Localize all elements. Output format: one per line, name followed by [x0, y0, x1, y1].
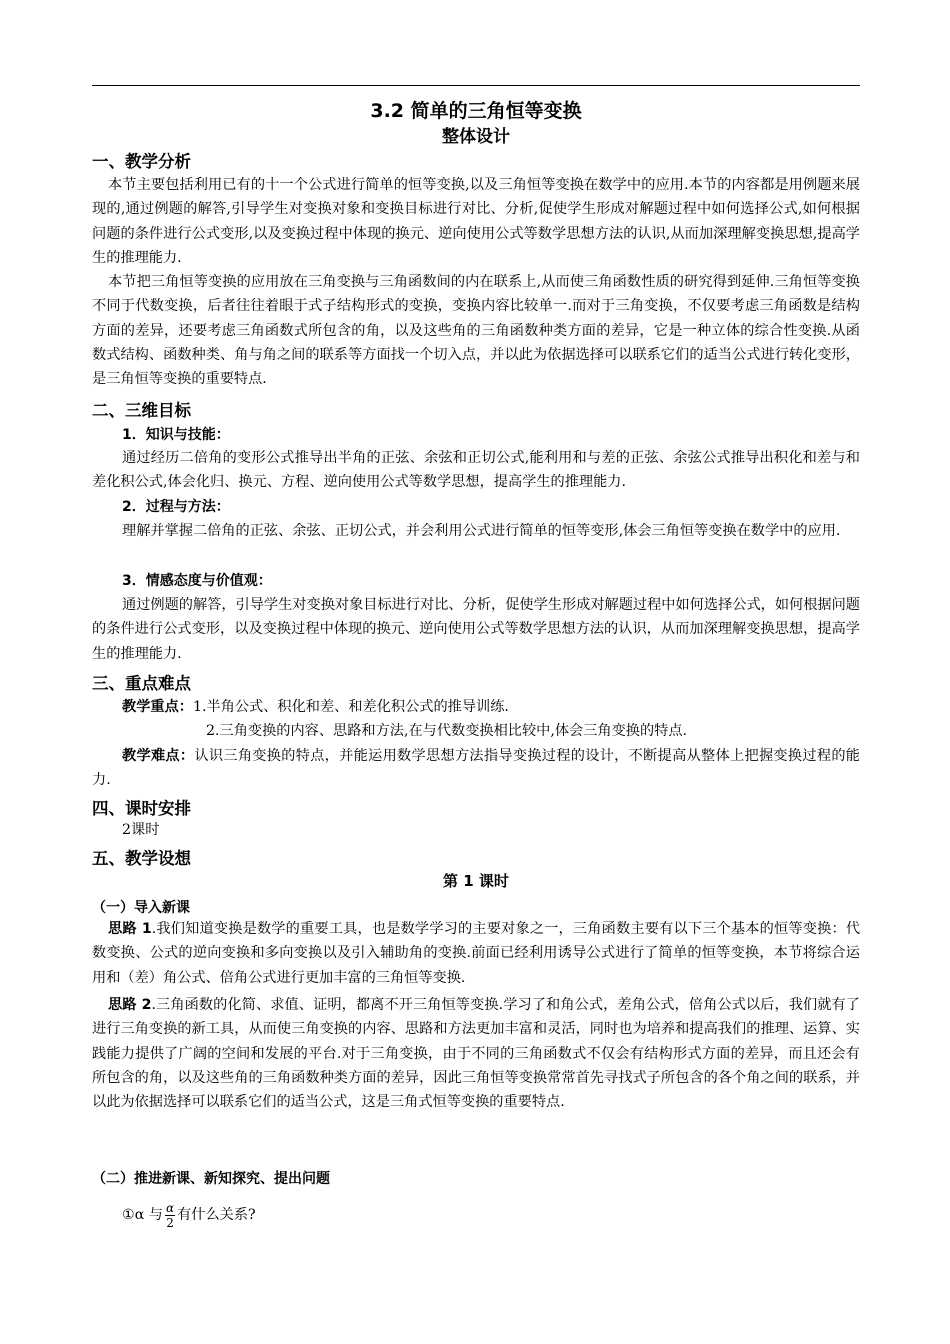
- question-1-suffix: 有什么关系?: [177, 1207, 256, 1223]
- section-heading-schedule: 四、课时安排: [92, 799, 191, 818]
- lesson-title: 第 1 课时: [443, 872, 509, 890]
- subsection-new-lesson: （二）推进新课、新知探究、提出问题: [92, 1171, 330, 1187]
- fraction-denominator: 2: [166, 1215, 174, 1230]
- analysis-paragraph-1: 本节主要包括利用已有的十一个公式进行简单的恒等变换,以及三角恒等变换在数学中的应用.本节的内容都是用例题来展现的,通过例题的解答,引导学生对变换对象和变换目标进行对比、分析,促使学生形成对解题过程中如何选择公式,如何根据问题的条件进行公式变形,以及变换过程中体现的换元、逆向使用公式等数学思想方法的认识,从而加深理解变换思想,提高学生的推理能力.: [92, 177, 860, 266]
- alpha-half-fraction: [165, 1201, 175, 1230]
- header-rule: [92, 85, 860, 86]
- question-1: [122, 1200, 256, 1230]
- section-heading-goals: 二、三维目标: [92, 401, 191, 420]
- subsection-intro: （一）导入新课: [92, 900, 190, 916]
- idea-1-label: 思路 1: [108, 921, 152, 937]
- goal-2-title: 2．过程与方法：: [122, 499, 230, 515]
- doc-subtitle: 整体设计: [442, 127, 510, 147]
- goal-3-text: 通过例题的解答，引导学生对变换对象目标进行对比、分析，促使学生形成对解题过程中如何选择公式，如何根据问题的条件进行公式变形，以及变换过程中体现的换元、逆向使用公式等数学思想方法的认识，从而加深理解变换思想，提高学生的推理能力.: [92, 597, 860, 662]
- key-point-label: 教学重点：: [122, 699, 193, 715]
- key-point-line-1: [122, 695, 860, 719]
- section-heading-key-points: 三、重点难点: [92, 674, 191, 693]
- goal-1-title: 1．知识与技能：: [122, 427, 230, 443]
- doc-title: 3.2 简单的三角恒等变换: [370, 100, 582, 122]
- idea-1-text: .我们知道变换是数学的重要工具，也是数学学习的主要对象之一，三角函数主要有以下三个基本的恒等变换：代数变换、公式的逆向变换和多向变换以及引入辅助角的变换.前面已经利用诱导公式进行了简单的恒等变换，本节将综合运用和（差）角公式、倍角公式进行更加丰富的三角恒等变换.: [92, 921, 861, 986]
- key-point-2: 2.三角变换的内容、思路和方法,在与代数变换相比较中,体会三角变换的特点.: [206, 723, 688, 739]
- question-1-prefix: ①α 与: [122, 1207, 163, 1223]
- section-heading-analysis: 一、教学分析: [92, 152, 191, 171]
- analysis-paragraph-2: 本节把三角恒等变换的应用放在三角变换与三角函数间的内在联系上,从而使三角函数性质的研究得到延伸.三角恒等变换不同于代数变换，后者往往着眼于式子结构形式的变换，变换内容比较单一.而对于三角变换，不仅要考虑三角函数是结构方面的差异，还要考虑三角函数式所包含的角，以及这些角的三角函数种类方面的差异，它是一种立体的综合性变换.从函数式结构、函数种类、角与角之间的联系等方面找一个切入点，并以此为依据选择可以联系它们的适当公式进行转化变形，是三角恒等变换的重要特点.: [92, 274, 860, 388]
- idea-2-text: .三角函数的化简、求值、证明，都离不开三角恒等变换.学习了和角公式，差角公式，倍角公式以后，我们就有了进行三角变换的新工具，从而使三角变换的内容、思路和方法更加丰富和灵活，同时也为培养和提高我们的推理、运算、实践能力提供了广阔的空间和发展的平台.对于三角变换，由于不同的三角函数式不仅会有结构形式方面的差异，而且还会有所包含的角，以及这些角的三角函数种类方面的差异，因此三角恒等变换常常首先寻找式子所包含的各个角之间的联系，并以此为依据选择可以联系它们的适当公式，这是三角式恒等变换的重要特点.: [92, 997, 860, 1111]
- fraction-numerator: α: [166, 1200, 175, 1215]
- idea-2-label: 思路 2: [108, 997, 152, 1013]
- difficulty-label: 教学难点：: [122, 748, 195, 764]
- goal-1-text: 通过经历二倍角的变形公式推导出半角的正弦、余弦和正切公式,能利用和与差的正弦、余弦公式推导出积化和差与和差化积公式,体会化归、换元、方程、逆向使用公式等数学思想，提高学生的推理能力.: [92, 450, 860, 491]
- difficulty-text: 认识三角变换的特点，并能运用数学思想方法指导变换过程的设计，不断提高从整体上把握变换过程的能力.: [92, 748, 860, 789]
- goal-2-text: 理解并掌握二倍角的正弦、余弦、正切公式，并会利用公式进行简单的恒等变形,体会三角恒等变换在数学中的应用.: [122, 523, 841, 539]
- schedule-text: 2课时: [122, 822, 160, 838]
- section-heading-design: 五、教学设想: [92, 849, 191, 868]
- difficulty-paragraph: [92, 744, 860, 793]
- goal-3-title: 3．情感态度与价值观：: [122, 573, 272, 589]
- key-point-1: 1.半角公式、积化和差、和差化积公式的推导训练.: [192, 699, 509, 715]
- idea-1-paragraph: [92, 917, 860, 990]
- idea-2-paragraph: [92, 993, 860, 1114]
